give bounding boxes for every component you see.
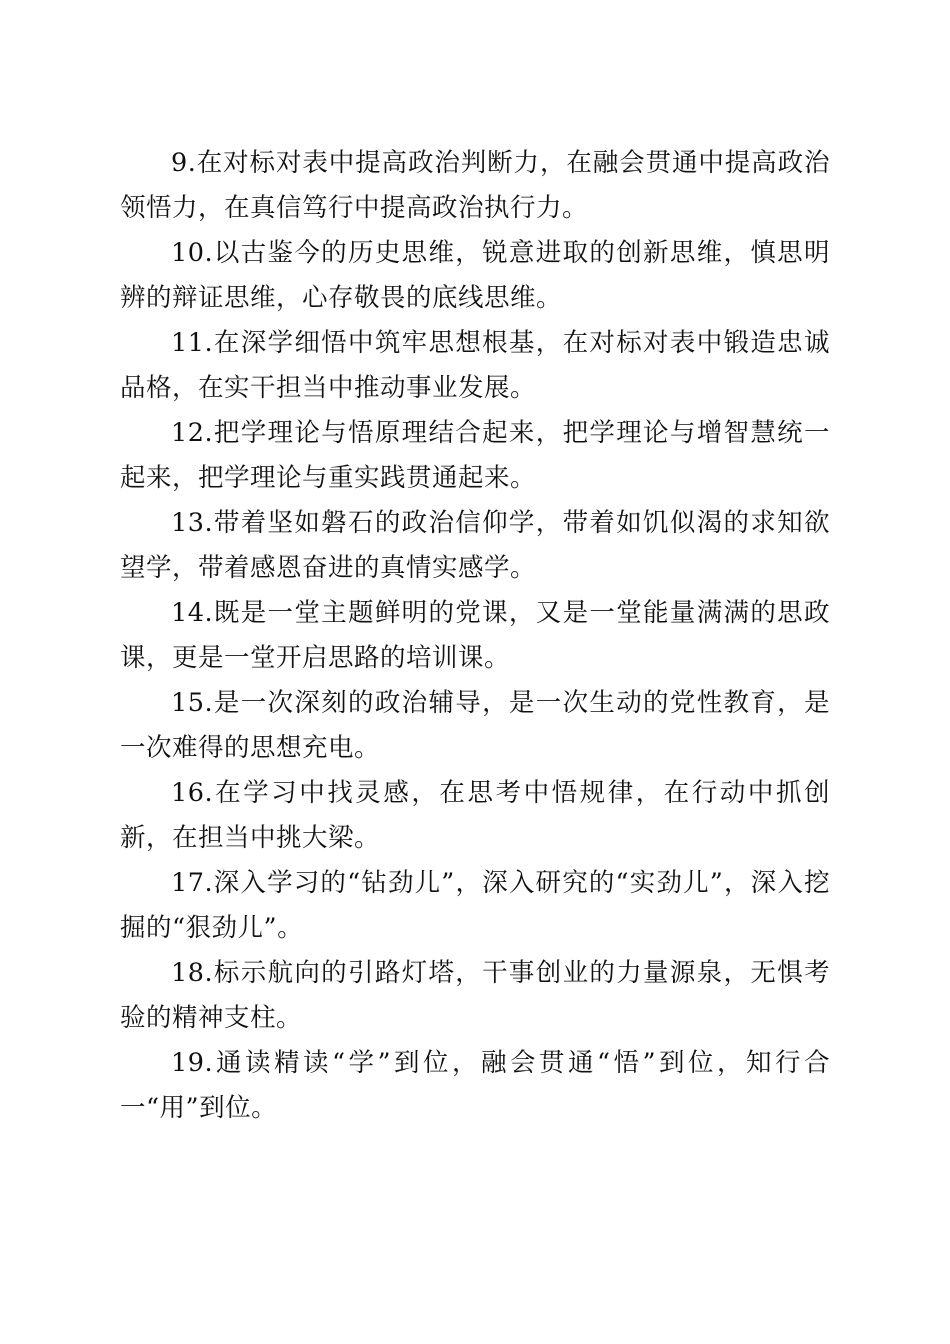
list-item-10: 10.以古鉴今的历史思维，锐意进取的创新思维，慎思明辨的辩证思维，心存敬畏的底线思维。 xyxy=(120,238,830,313)
list-item-13: 13.带着坚如磐石的政治信仰学，带着如饥似渴的求知欲望学，带着感恩奋进的真情实感学。 xyxy=(120,508,830,583)
list-item-11: 11.在深学细悟中筑牢思想根基，在对标对表中锻造忠诚品格，在实干担当中推动事业发展。 xyxy=(120,328,830,403)
list-item-14: 14.既是一堂主题鲜明的党课，又是一堂能量满满的思政课，更是一堂开启思路的培训课。 xyxy=(120,598,830,673)
list-item-9: 9.在对标对表中提高政治判断力，在融会贯通中提高政治领悟力，在真信笃行中提高政治执行力。 xyxy=(120,148,830,223)
list-item-17: 17.深入学习的“钻劲儿”，深入研究的“实劲儿”，深入挖掘的“狠劲儿”。 xyxy=(120,868,830,943)
list-item-18: 18.标示航向的引路灯塔，干事创业的力量源泉，无惧考验的精神支柱。 xyxy=(120,958,830,1033)
list-item-19: 19.通读精读“学”到位，融会贯通“悟”到位，知行合一“用”到位。 xyxy=(120,1048,830,1123)
document-body xyxy=(120,141,830,1131)
list-item-12: 12.把学理论与悟原理结合起来，把学理论与增智慧统一起来，把学理论与重实践贯通起来。 xyxy=(120,418,830,493)
list-item-15: 15.是一次深刻的政治辅导，是一次生动的党性教育，是一次难得的思想充电。 xyxy=(120,688,830,763)
list-item-16: 16.在学习中找灵感，在思考中悟规律，在行动中抓创新，在担当中挑大梁。 xyxy=(120,778,830,853)
